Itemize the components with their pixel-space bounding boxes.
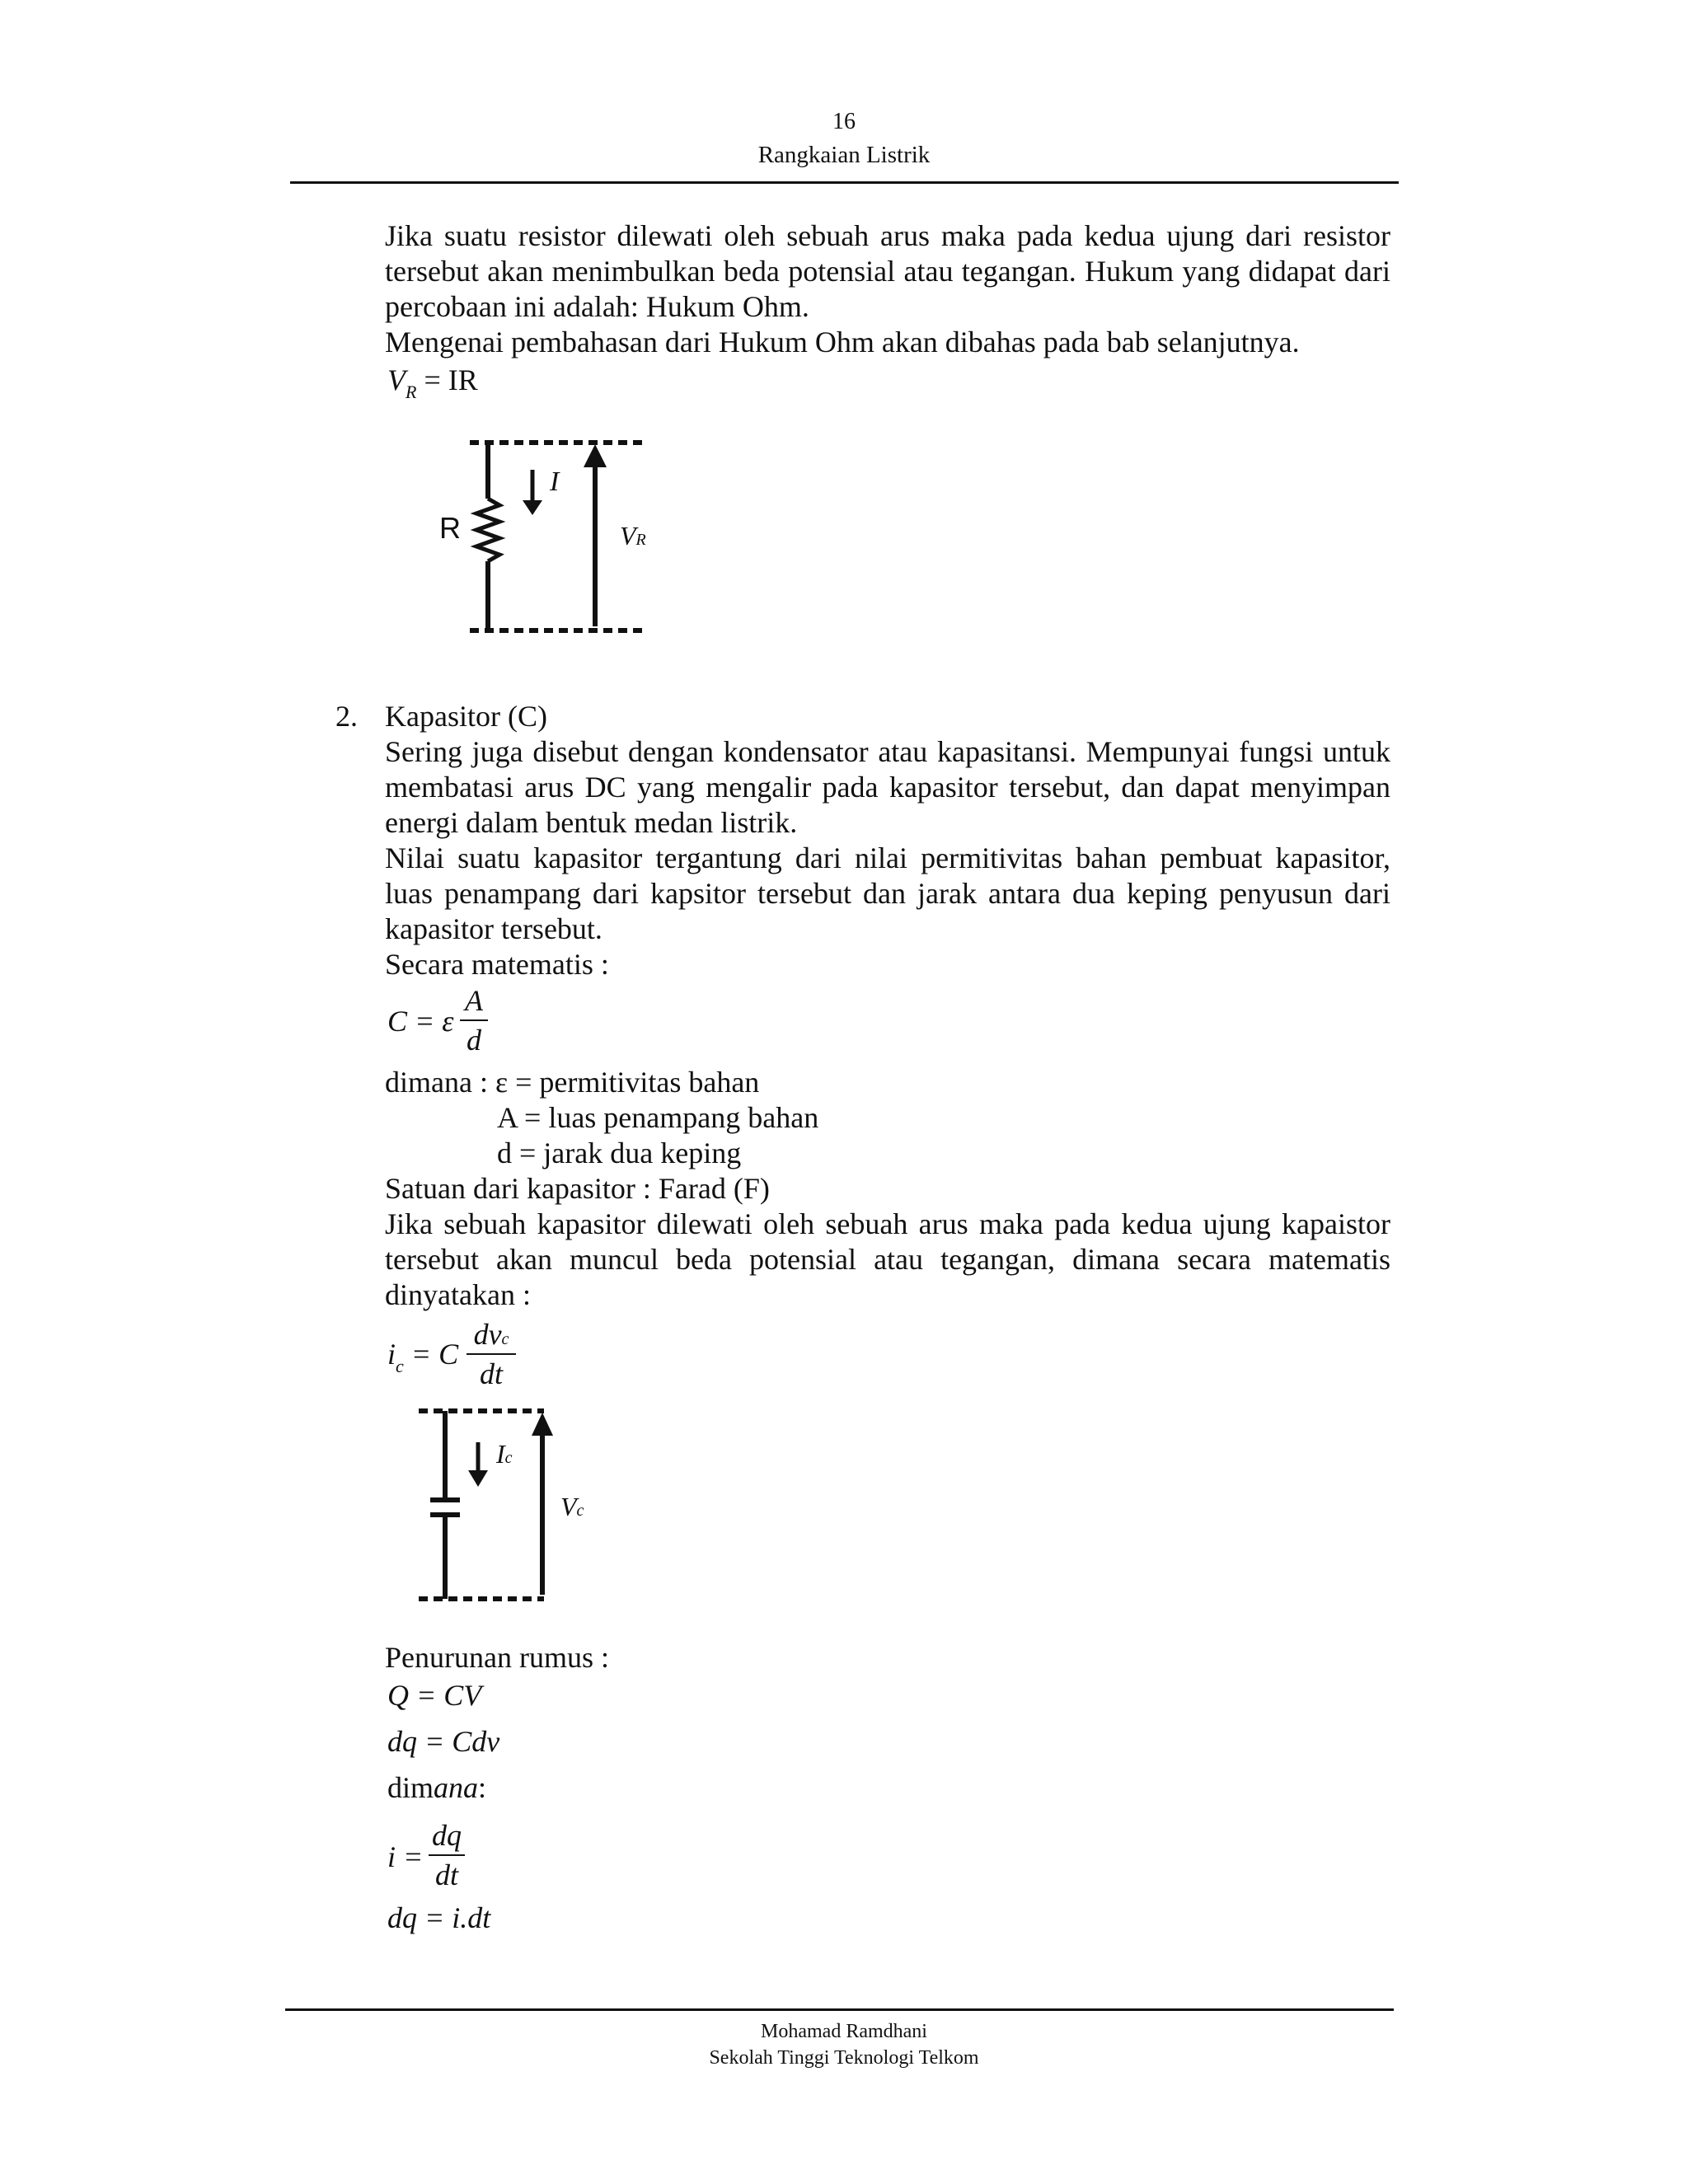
capacitor-unit: Satuan dari kapasitor : Farad (F) [385,1172,770,1205]
derivation-title: Penurunan rumus : [385,1641,609,1674]
derivation-fraction [429,1818,465,1892]
ic-fraction-bar [467,1353,516,1355]
capacitance-formula-lhs: C = ε [387,1005,454,1038]
ohm-formula-sub: R [406,382,417,402]
page-number: 16 [832,109,856,134]
derivation-line-2: dq = Cdv [387,1725,500,1758]
ic-denominator: dt [479,1357,503,1390]
capacitor-paragraph-2: Nilai suatu kapasitor tergantung dari nilai permitivitas bahan pembuat kapasitor, luas penampang dari kapsitor tersebut dan jarak antara dua keping penyusun dari kapasitor tersebut. [385,841,1390,945]
ohm-formula-lhs: V [387,363,406,396]
derivation-fraction-bar [429,1854,465,1856]
derivation-line-5: dq = i.dt [387,1901,491,1934]
capacitance-fraction [460,983,488,1057]
where-epsilon: dimana : ε = permitivitas bahan [385,1066,760,1099]
ohm-formula-rhs: = IR [424,363,478,396]
fraction-denominator: d [467,1024,481,1057]
derivation-line-3: dimana: [387,1771,487,1804]
fraction-numerator: A [465,984,483,1017]
capacitor-heading: Kapasitor (C) [385,700,547,733]
ic-fraction [467,1317,516,1391]
footer-author: Mohamad Ramdhani [761,2021,927,2042]
ohm-formula [387,363,478,402]
header-rule [290,181,1399,184]
resistor-paragraph: Jika suatu resistor dilewati oleh sebuah arus maka pada kedua ujung dari resistor tersebut akan menimbulkan beda potensial atau tegangan. Hukum yang didapat dari percobaan ini adalah: Hukum Ohm. [385,219,1390,323]
footer-rule [285,2008,1394,2011]
capacitor-paragraph-3: Jika sebuah kapasitor dilewati oleh sebuah arus maka pada kedua ujung kapaistor tersebut akan muncul beda potensial atau tegangan, dimana secara matematis dinyatakan : [385,1207,1390,1311]
math-intro: Secara matematis : [385,948,609,981]
capacitor-current-label: Ic [496,1439,513,1469]
running-header: Rangkaian Listrik [757,142,931,168]
ic-formula-lhs: $i_c = C$ [387,1338,459,1376]
derivation-line-4-lhs: i = [387,1840,424,1873]
capacitor-diagram [412,1401,577,1607]
footer-institution: Sekolah Tinggi Teknologi Telkom [709,2047,979,2069]
fraction-bar [460,1019,488,1021]
where-area: A = luas penampang bahan [497,1101,819,1134]
capacitor-voltage-label: Vc [560,1492,584,1521]
capacitor-paragraph-1: Sering juga disebut dengan kondensator atau kapasitansi. Mempunyai fungsi untuk membatasi arus DC yang mengalir pada kapasitor tersebut, dan dapat menyimpan energi dalam bentuk medan listrik. [385,735,1390,839]
ohm-law-note: Mengenai pembahasan dari Hukum Ohm akan dibahas pada bab selanjutnya. [385,326,1300,359]
where-distance: d = jarak dua keping [497,1137,742,1169]
derivation-denominator: dt [434,1858,458,1891]
derivation-line-1: Q = CV [387,1679,482,1712]
ic-numerator: dvc [473,1318,509,1351]
resistor-label: R [439,511,461,545]
list-number: 2. [335,700,358,733]
derivation-numerator: dq [432,1819,462,1852]
current-label: I [550,466,560,497]
voltage-label: VR [620,521,646,551]
